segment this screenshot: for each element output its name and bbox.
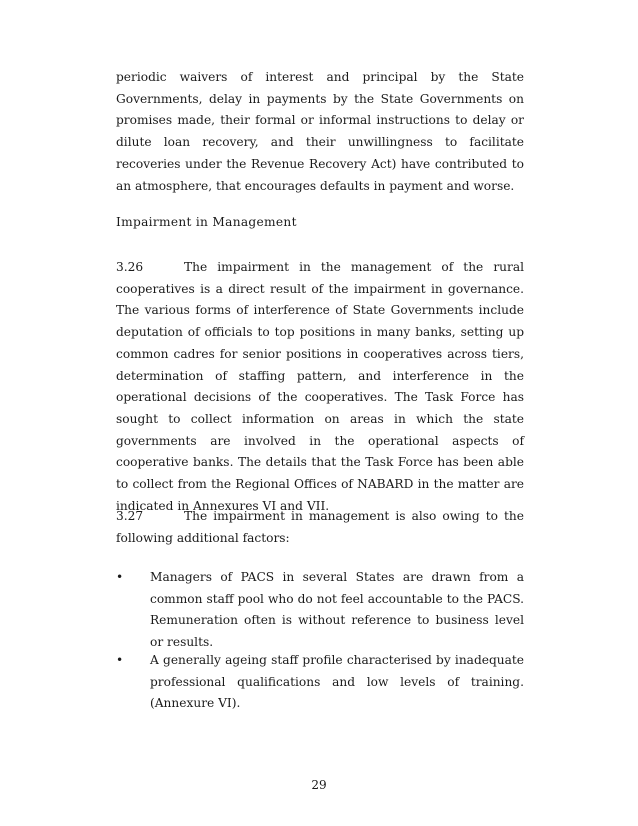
bullet-icon: • [116, 653, 124, 667]
list-item [116, 650, 524, 715]
list-item-text: Managers of PACS in several States are drawn from a common staff pool who do not feel accountable to the PACS. Remuneration often is without reference to business level or results. [150, 570, 524, 650]
list-item-text: A generally ageing staff profile characterised by inadequate professional qualifications and low levels of training. (Annexure VI). [150, 653, 524, 711]
paragraph-text: The impairment in management is also owing to the following additional factors: [116, 509, 524, 545]
section-heading: Impairment in Management [116, 215, 297, 229]
paragraph-3-27 [116, 506, 524, 549]
paragraph-number: 3.27 [116, 509, 144, 523]
page-number: 29 [311, 778, 327, 792]
paragraph-text: The impairment in the management of the rural cooperatives is a direct result of the impairment in governance. The various forms of interference of State Governments include deputation of officials to top positions in many banks, setting up common cadres for senior positions in cooperatives across tiers, determination of staffing pattern, and interference in the operational decisions of the cooperatives. The Task Force has sought to collect information on areas in which the state governments are involved in the operational aspects of cooperative banks. The details that the Task Force has been able to collect from the Regional Offices of NABARD in the matter are indicated in Annexures VI and VII. [116, 260, 524, 513]
paragraph-3-26 [116, 257, 524, 517]
opening-paragraph: periodic waivers of interest and principal by the State Governments, delay in payments by the State Governments on promises made, their formal or informal instructions to delay or dilute loan recovery, and their unwillingness to facilitate recoveries under the Revenue Recovery Act) have contributed to an atmosphere, that encourages defaults in payment and worse. [116, 70, 524, 193]
bullet-icon: • [116, 570, 124, 584]
paragraph-number: 3.26 [116, 260, 144, 274]
list-item [116, 567, 524, 654]
